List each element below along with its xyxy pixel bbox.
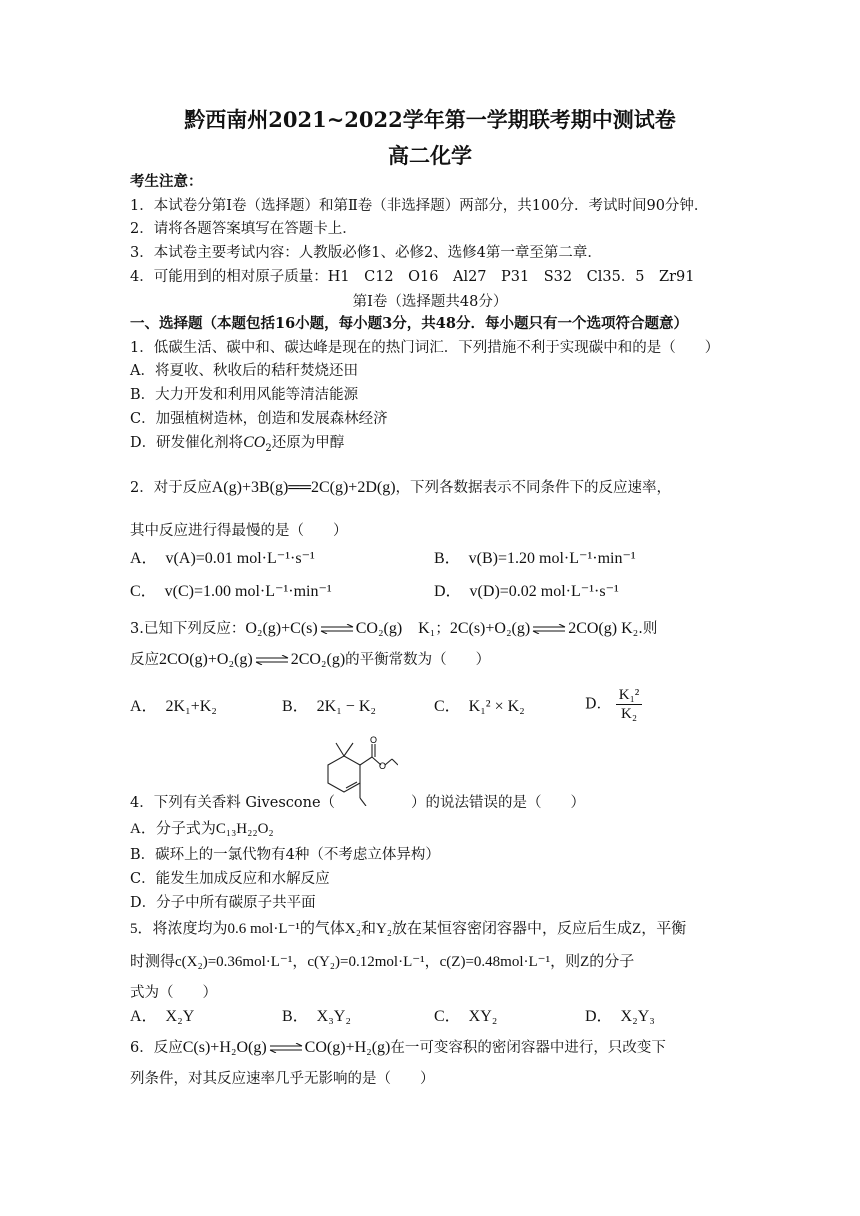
q6-stem [130, 1038, 666, 1058]
q5-stem-line2: 时测得c(X₂)=0.36mol·L⁻¹，c(Y₂)=0.12mol·L⁻¹，c(Z)=0.48mol·L⁻¹，则Z的分子 [130, 954, 635, 970]
q3-option-d [585, 686, 642, 723]
q5-stem-line3: 式为（ ） [130, 985, 217, 1001]
section-heading: 一、选择题（本题包括16小题，每小题3分，共48分．每小题只有一个选项符合题意） [130, 315, 688, 332]
q3-r1-left: O₂(g)+C(s) [245, 620, 318, 637]
q4-option-c: C．能发生加成反应和水解反应 [130, 871, 330, 887]
mol-carbonyl-o: O [370, 735, 378, 745]
q3-pre: 3.已知下列反应： [130, 621, 246, 637]
mol-ester-o: O [379, 761, 387, 771]
q3-r3-right: 2CO₂(g) [290, 651, 346, 668]
q4-stem [130, 793, 585, 813]
q4-option-b: B．碳环上的一氯代物有4种（不考虑立体异构） [130, 847, 440, 863]
equilibrium-arrow-icon [255, 655, 289, 665]
q3-stem [130, 619, 657, 639]
q5-option-c: C． XY₂ [434, 1008, 498, 1025]
q1-d-sub: 2 [265, 442, 272, 454]
q4-post: ）的说法错误的是（ ） [411, 795, 586, 811]
q2-option-d: D． v(D)=0.02 mol·L⁻¹·s⁻¹ [434, 583, 619, 600]
q3-option-b: B． 2K₁ − K₂ [282, 698, 376, 715]
q2-option-b: B． v(B)=1.20 mol·L⁻¹·min⁻¹ [434, 550, 636, 567]
q3-r3-left: 2CO(g)+O₂(g) [159, 651, 253, 668]
exam-title: 黔西南州2021~2022学年第一学期联考期中测试卷 [184, 107, 676, 132]
notice-item-1: 1．本试卷分第Ⅰ卷（选择题）和第Ⅱ卷（非选择题）两部分，共100分．考试时间90分钟． [130, 198, 709, 214]
q2-post: ，下列各数据表示不同条件下的反应速率， [395, 480, 672, 496]
q4-option-d: D．分子中所有碳原子共平面 [130, 895, 316, 911]
q1-option-d [130, 433, 344, 459]
q6-r-right: CO(g)+H₂(g) [304, 1039, 391, 1056]
q2-stem-line2: 其中反应进行得最慢的是（ ） [130, 523, 348, 539]
notice-heading: 考生注意： [130, 173, 203, 190]
q3-r1-right: CO₂(g) K₁ [355, 620, 436, 637]
q2-option-a: A． v(A)=0.01 mol·L⁻¹·s⁻¹ [130, 550, 315, 567]
notice-item-3: 3．本试卷主要考试内容：人教版必修1、必修2、选修4第一章至第二章． [130, 245, 602, 261]
q1-stem: 1．低碳生活、碳中和、碳达峰是现在的热门词汇．下列措施不利于实现碳中和的是（ ） [130, 340, 720, 356]
q3-sep: ； [435, 621, 450, 637]
q3-r2-left: 2C(s)+O₂(g) [449, 620, 531, 637]
notice-item-2: 2．请将各题答案填写在答题卡上． [130, 221, 357, 237]
q6-pre: 6．反应 [130, 1040, 183, 1056]
q2-stem [130, 478, 671, 498]
q3-d-label: D． [585, 696, 612, 713]
q1-d-pre: D．研发催化剂将 [130, 435, 244, 451]
q3-d-denominator: K₂ [621, 706, 638, 722]
q5-stem-line1: 5．将浓度均为0.6 mol·L⁻¹的气体X₂和Y₂放在某恒容密闭容器中，反应后生成Z，平衡 [130, 921, 687, 937]
q3-stem-line2 [130, 650, 490, 670]
q3-option-a: A． 2K₁+K₂ [130, 698, 217, 715]
q3-option-c: C． K₁² × K₂ [434, 698, 525, 715]
q3-line2-post: 的平衡常数为（ ） [345, 652, 491, 668]
part1-heading: 第Ⅰ卷（选择题共48分） [352, 294, 508, 310]
q3-d-numerator: K₁² [616, 686, 643, 705]
notice-item-4: 4．可能用到的相对原子质量：H1 C12 O16 Al27 P31 S32 Cl35．5 Zr91 [130, 269, 695, 285]
q6-stem-line2: 列条件，对其反应速率几乎无影响的是（ ） [130, 1071, 435, 1087]
q1-option-c: C．加强植树造林，创造和发展森林经济 [130, 411, 388, 427]
q1-option-a: A．将夏收、秋收后的秸秆焚烧还田 [130, 363, 358, 379]
q2-reaction: A(g)+3B(g)══2C(g)+2D(g) [211, 479, 396, 496]
q2-pre: 2．对于反应 [130, 480, 212, 496]
q4-pre: 4．下列有关香料 Givescone（ [130, 795, 336, 811]
q3-line2-pre: 反应 [130, 652, 159, 668]
q1-option-b: B．大力开发和利用风能等清洁能源 [130, 387, 359, 403]
q3-r2-right: 2CO(g) K₂ [568, 620, 639, 637]
q5-option-a: A． X₂Y [130, 1008, 195, 1025]
q6-post: 在一可变容积的密闭容器中进行，只改变下 [390, 1040, 666, 1056]
q5-option-d: D． X₂Y₃ [585, 1008, 655, 1025]
q4-option-a: A．分子式为C₁₃H₂₂O₂ [130, 821, 274, 837]
q3-d-fraction [616, 686, 643, 723]
q1-d-formula: CO [243, 434, 266, 451]
equilibrium-arrow-icon [320, 624, 354, 634]
q6-r-left: C(s)+H₂O(g) [182, 1039, 267, 1056]
exam-subject: 高二化学 [388, 143, 472, 168]
equilibrium-arrow-icon [532, 624, 566, 634]
q1-d-post: 还原为甲醇 [271, 435, 345, 451]
q5-option-b: B． X₃Y₂ [282, 1008, 351, 1025]
q3-post: .则 [638, 621, 658, 637]
q2-option-c: C． v(C)=1.00 mol·L⁻¹·min⁻¹ [130, 583, 332, 600]
equilibrium-arrow-icon [269, 1043, 303, 1053]
